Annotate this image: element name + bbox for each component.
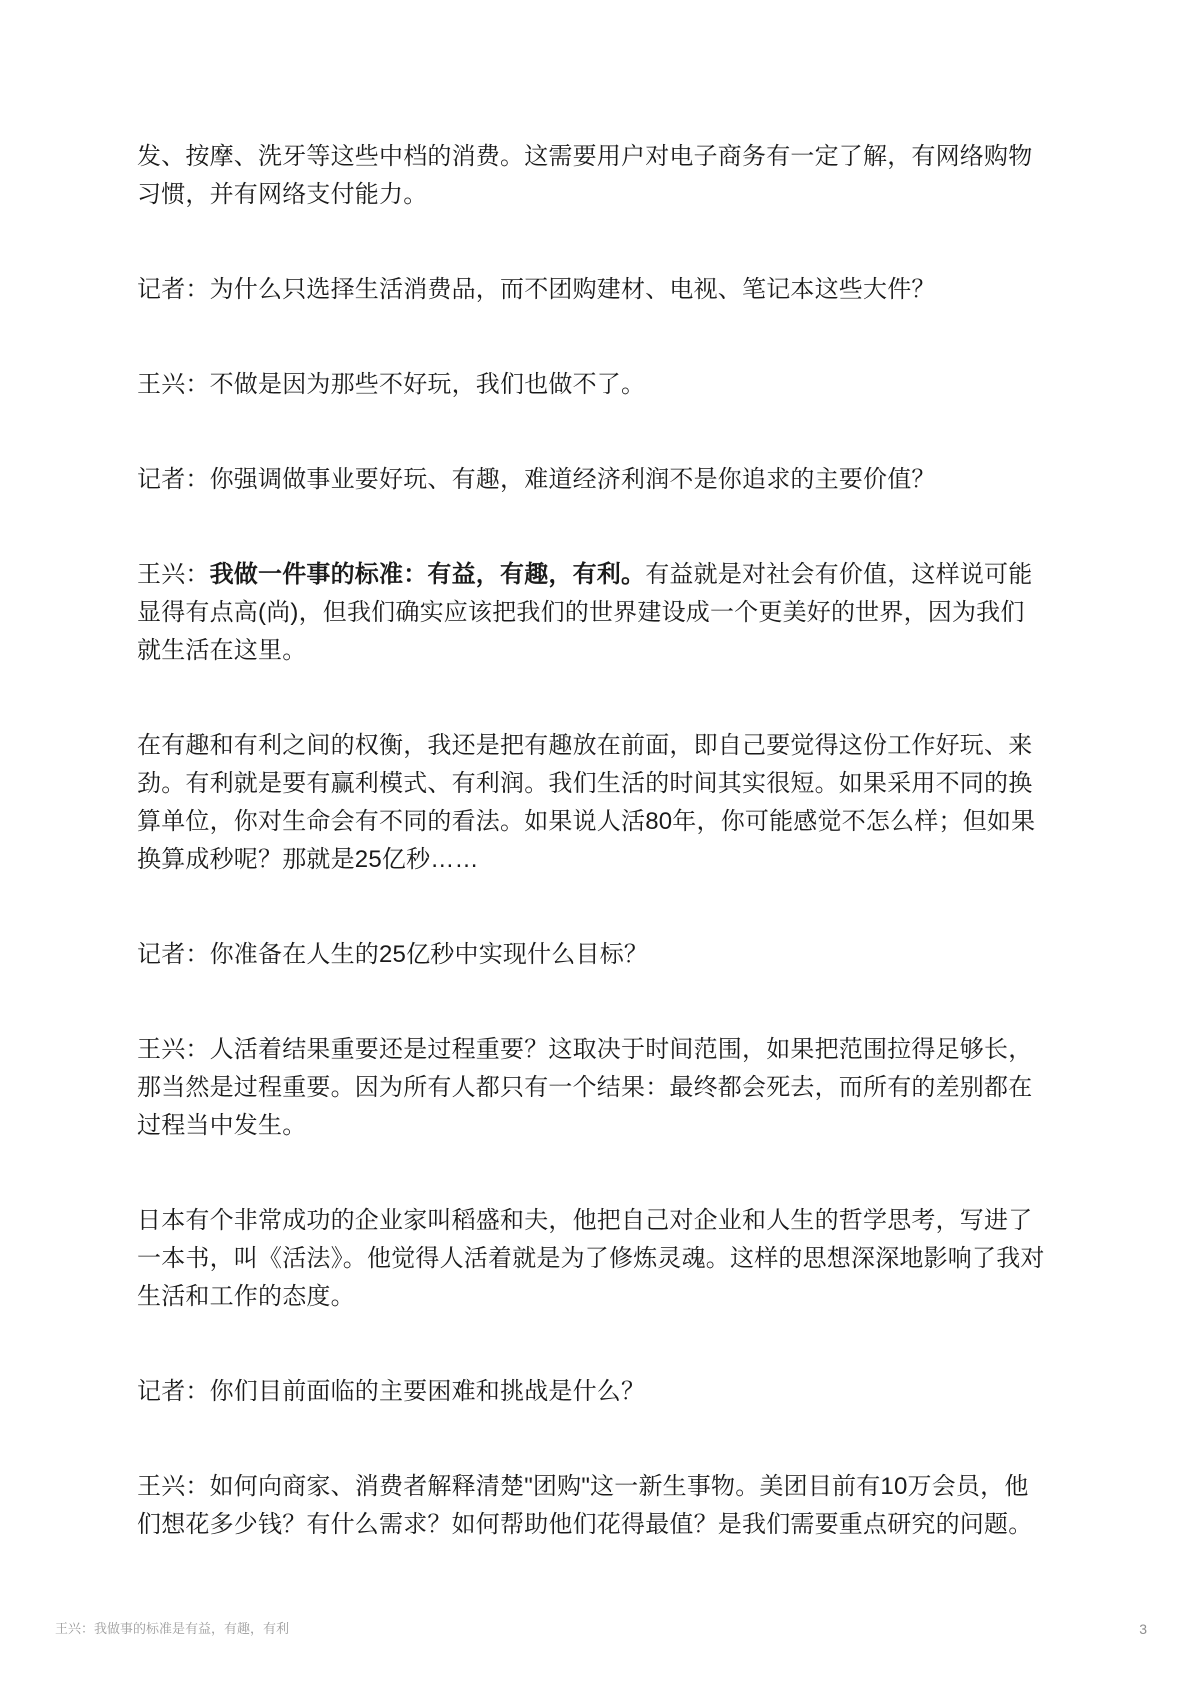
paragraph-8-wangxing-answer <box>137 1031 1045 1145</box>
paragraph-2-reporter-question <box>137 271 1045 309</box>
text-run: 有益就是对社会有价值，这样说可能显得有点高(尚)，但我们确实应该把我们的世界建设成一个更美好的世界，因为我们就生活在这里。 <box>137 561 1033 664</box>
paragraph-6-wangxing-answer-continued <box>137 727 1045 879</box>
text-run: 日本有个非常成功的企业家叫稻盛和夫，他把自己对企业和人生的哲学思考，写进了一本书，叫《活法》。他觉得人活着就是为了修炼灵魂。这样的思想深深地影响了我对生活和工作的态度。 <box>137 1207 1045 1310</box>
text-run: 记者：为什么只选择生活消费品，而不团购建材、电视、笔记本这些大件？ <box>137 276 936 303</box>
page-footer <box>55 1621 1147 1637</box>
text-run: 王兴：人活着结果重要还是过程重要？这取决于时间范围，如果把范围拉得足够长，那当然是过程重要。因为所有人都只有一个结果：最终都会死去，而所有的差别都在过程当中发生。 <box>137 1036 1033 1139</box>
paragraph-3-wangxing-answer <box>137 366 1045 404</box>
document-body <box>137 138 1045 1601</box>
paragraph-5-wangxing-answer <box>137 556 1045 670</box>
paragraph-11-wangxing-answer <box>137 1468 1045 1544</box>
paragraph-9-wangxing-answer-continued <box>137 1202 1045 1316</box>
text-run: 王兴：如何向商家、消费者解释清楚"团购"这一新生事物。美团目前有10万会员，他们想花多少钱？有什么需求？如何帮助他们花得最值？是我们需要重点研究的问题。 <box>137 1473 1033 1538</box>
bold-text-run: 我做一件事的标准：有益，有趣，有利。 <box>209 561 646 588</box>
page-number: 3 <box>1139 1621 1147 1637</box>
text-run: 王兴： <box>137 561 210 588</box>
text-run: 发、按摩、洗牙等这些中档的消费。这需要用户对电子商务有一定了解，有网络购物习惯，并有网络支付能力。 <box>137 143 1033 208</box>
paragraph-10-reporter-question <box>137 1373 1045 1411</box>
text-run: 记者：你强调做事业要好玩、有趣，难道经济利润不是你追求的主要价值？ <box>137 466 936 493</box>
text-run: 王兴：不做是因为那些不好玩，我们也做不了。 <box>137 371 646 398</box>
text-run: 记者：你准备在人生的25亿秒中实现什么目标？ <box>137 941 649 968</box>
text-run: 记者：你们目前面临的主要困难和挑战是什么？ <box>137 1378 646 1405</box>
paragraph-1-answer-continued <box>137 138 1045 214</box>
text-run: 在有趣和有利之间的权衡，我还是把有趣放在前面，即自己要觉得这份工作好玩、来劲。有利就是要有赢利模式、有利润。我们生活的时间其实很短。如果采用不同的换算单位，你对生命会有不同的看法。如果说人活80年，你可能感觉不怎么样；但如果换算成秒呢？那就是25亿秒…… <box>137 732 1036 873</box>
paragraph-4-reporter-question <box>137 461 1045 499</box>
footer-document-title: 王兴：我做事的标准是有益，有趣，有利 <box>55 1621 290 1636</box>
paragraph-7-reporter-question <box>137 936 1045 974</box>
